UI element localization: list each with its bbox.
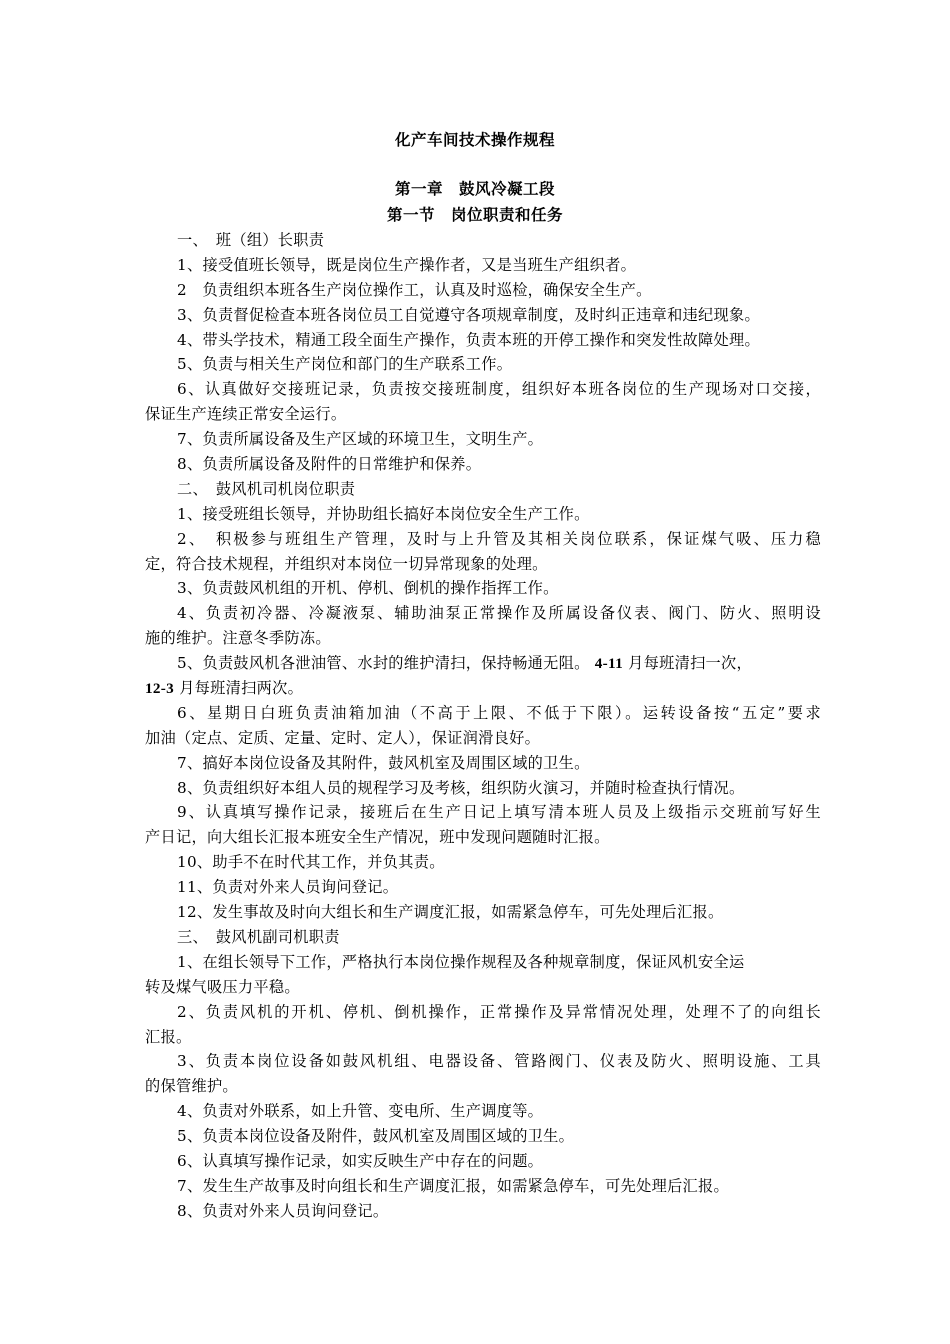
line-text: 月每班清扫一次，	[628, 654, 753, 673]
chapter-title: 第一章 鼓风冷凝工段	[394, 179, 555, 198]
paragraph-line: 施的维护。注意冬季防冻。	[145, 629, 331, 648]
paragraph-line: 1、接受值班长领导，既是岗位生产操作者，又是当班生产组织者。	[177, 255, 637, 274]
paragraph-line: 10、助手不在时代其工作，并负其责。	[177, 853, 445, 872]
paragraph-line: 转及煤气吸压力平稳。	[145, 977, 300, 996]
section-title: 第一节 岗位职责和任务	[386, 205, 563, 224]
paragraph-line: 4、负责初冷器、冷凝液泵、辅助油泵正常操作及所属设备仪表、阀门、防火、照明设	[177, 604, 821, 623]
paragraph-line: 保证生产连续正常安全运行。	[145, 405, 347, 424]
paragraph-line: 定，符合技术规程，并组织对本岗位一切异常现象的处理。	[145, 554, 548, 573]
line-text: 月每班清扫两次。	[179, 679, 304, 698]
paragraph-line: 8、负责组织好本组人员的规程学习及考核，组织防火演习，并随时检查执行情况。	[177, 778, 745, 797]
paragraph-line: 11、负责对外来人员询问登记。	[177, 878, 399, 897]
paragraph-line: 2 负责组织本班各生产岗位操作工，认真及时巡检，确保安全生产。	[177, 280, 652, 299]
paragraph-line: 8、负责对外来人员询问登记。	[177, 1201, 389, 1220]
paragraph-line: 1、在组长领导下工作，严格执行本岗位操作规程及各种规章制度，保证风机安全运	[177, 952, 745, 971]
paragraph-line: 5、负责与相关生产岗位和部门的生产联系工作。	[177, 355, 513, 374]
paragraph-line: 加油（定点、定质、定量、定时、定人），保证润滑良好。	[145, 728, 541, 747]
paragraph-line	[145, 651, 821, 676]
paragraph-line: 3、负责督促检查本班各岗位员工自觉遵守各项规章制度，及时纠正违章和违纪现象。	[177, 305, 760, 324]
part-heading: 三、 鼓风机副司机职责	[177, 927, 340, 946]
line-text: 5、负责鼓风机各泄油管、水封的维护清扫，保持畅通无阻。	[177, 654, 590, 673]
paragraph-line: 5、负责本岗位设备及附件，鼓风机室及周围区域的卫生。	[177, 1127, 575, 1146]
paragraph-line: 12、发生事故及时向大组长和生产调度汇报，如需紧急停车，可先处理后汇报。	[177, 903, 724, 922]
month-range: 12-3	[145, 680, 175, 698]
document-title: 化产车间技术操作规程	[394, 130, 555, 149]
paragraph-line: 6、星期日白班负责油箱加油（不高于上限、不低于下限）。运转设备按“五定”要求	[177, 703, 821, 722]
paragraph-line: 7、搞好本岗位设备及其附件，鼓风机室及周围区域的卫生。	[177, 753, 590, 772]
paragraph-line: 的保管维护。	[145, 1077, 238, 1096]
paragraph-line: 1、接受班组长领导，并协助组长搞好本岗位安全生产工作。	[177, 504, 590, 523]
paragraph-line: 汇报。	[145, 1027, 192, 1046]
part-heading: 一、 班（组）长职责	[177, 231, 325, 249]
paragraph-line: 7、负责所属设备及生产区域的环境卫生，文明生产。	[177, 430, 544, 449]
paragraph-line: 6、认真做好交接班记录，负责按交接班制度，组织好本班各岗位的生产现场对口交接，	[177, 380, 821, 399]
part-heading: 二、 鼓风机司机岗位职责	[177, 479, 356, 498]
paragraph-line: 3、负责鼓风机组的开机、停机、倒机的操作指挥工作。	[177, 579, 559, 598]
document-body	[145, 228, 821, 1224]
paragraph-line: 3、负责本岗位设备如鼓风机组、电器设备、管路阀门、仪表及防火、照明设施、工具	[177, 1052, 821, 1071]
paragraph-line: 7、发生生产故事及时向组长和生产调度汇报，如需紧急停车，可先处理后汇报。	[177, 1176, 730, 1195]
paragraph-line: 产日记，向大组长汇报本班安全生产情况，班中发现问题随时汇报。	[145, 828, 610, 847]
paragraph-line: 4、负责对外联系，如上升管、变电所、生产调度等。	[177, 1102, 544, 1121]
paragraph-line: 2、 积极参与班组生产管理，及时与上升管及其相关岗位联系，保证煤气吸、压力稳	[177, 529, 821, 548]
paragraph-line	[145, 676, 821, 701]
month-range: 4-11	[594, 655, 623, 673]
paragraph-line: 4、带头学技术，精通工段全面生产操作，负责本班的开停工操作和突发性故障处理。	[177, 330, 760, 349]
paragraph-line: 8、负责所属设备及附件的日常维护和保养。	[177, 455, 482, 474]
paragraph-line: 2、负责风机的开机、停机、倒机操作，正常操作及异常情况处理，处理不了的向组长	[177, 1002, 821, 1021]
paragraph-line: 9、认真填写操作记录，接班后在生产日记上填写清本班人员及上级指示交班前写好生	[177, 803, 821, 822]
paragraph-line: 6、认真填写操作记录，如实反映生产中存在的问题。	[177, 1151, 544, 1170]
